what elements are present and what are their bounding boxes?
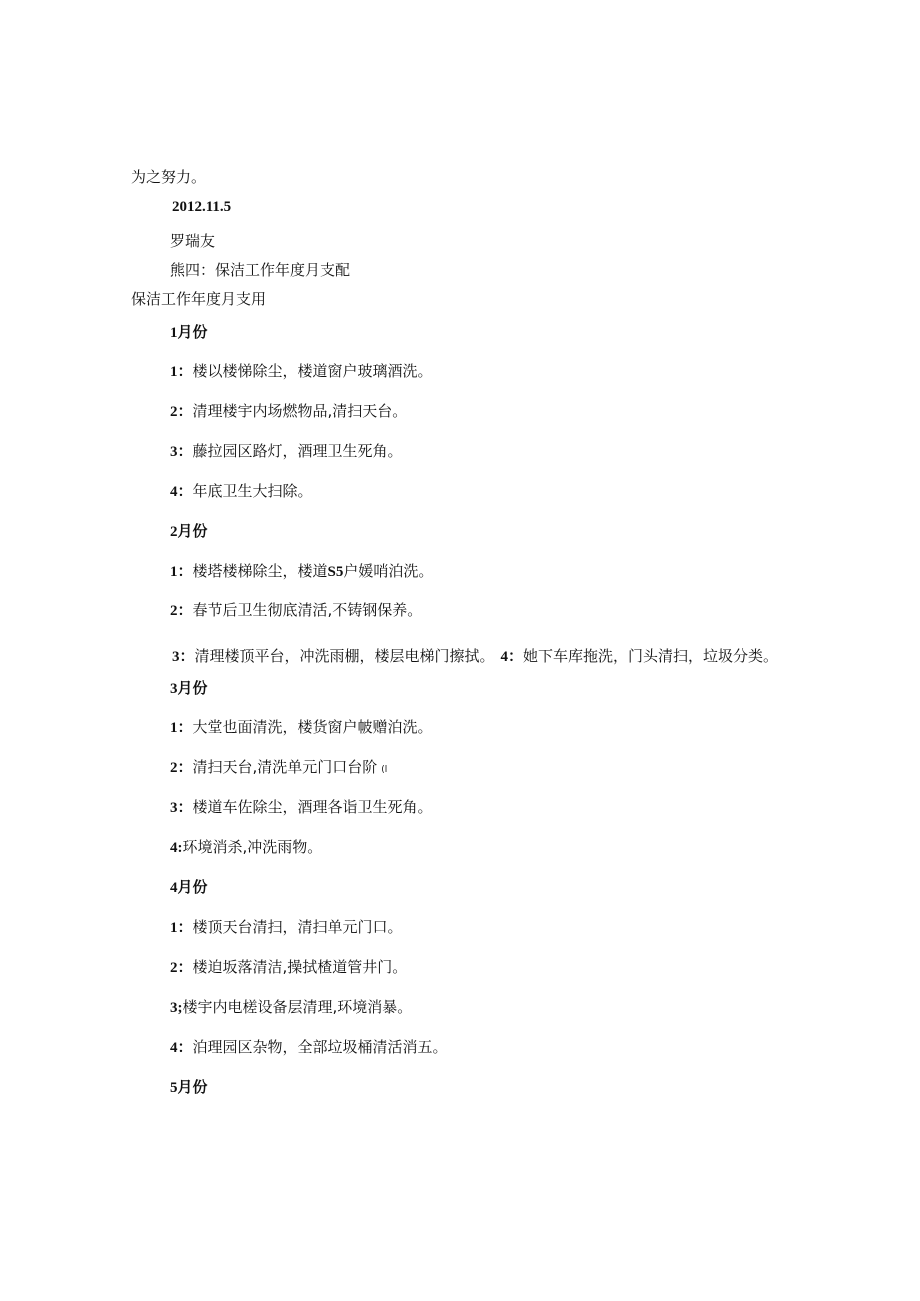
list-item: 4:环境消杀,冲洗雨物。	[170, 838, 323, 856]
list-item: 1：楼塔楼梯除尘，楼道S5户媛哨泊洗。	[170, 562, 434, 580]
month-heading-4	[170, 877, 208, 898]
author-name: 罗瑞友	[170, 232, 216, 250]
month-heading-1	[170, 322, 208, 343]
month-label: 5月份	[170, 1080, 208, 1096]
closing-line: 为之努力。	[131, 168, 207, 186]
month-label: 1月份	[170, 325, 208, 341]
list-item: 3：藤拉园区路灯，酒理卫生死角。	[170, 442, 403, 460]
month-heading-5	[170, 1077, 208, 1098]
list-item: 1：楼以楼悌除尘，楼道窗户玻璃酒洗。	[170, 362, 433, 380]
list-item: 2：春节后卫生彻底清活,不铸钢保养。	[170, 601, 423, 619]
list-item: 2：清理楼宇内场燃物品,清扫天台。	[170, 402, 408, 420]
list-item: 1：楼顶天台清扫，清扫单元门口。	[170, 918, 403, 936]
list-item: 2：清扫天台,清洗单元门口台阶 (l	[170, 758, 388, 776]
list-item: 4：泊理园区杂物，全部垃圾桶清活消五。	[170, 1038, 448, 1056]
month-label: 2月份	[170, 524, 208, 540]
document-title: 保洁工作年度月支用	[131, 290, 267, 308]
month-heading-2	[170, 521, 208, 542]
list-item: 1：大堂也面清洗，楼货窗户帔赠泊洗。	[170, 718, 433, 736]
document-date: 2012.11.5	[172, 199, 232, 215]
month-label: 3月份	[170, 681, 208, 697]
list-item: 2：楼迫坂落清洁,操拭楂道管井门。	[170, 958, 408, 976]
list-item: 3;楼宇内电槎设备层清理,环境消暴。	[170, 998, 413, 1016]
list-item: 4：年底卫生大扫除。	[170, 482, 313, 500]
month-heading-3	[170, 678, 208, 699]
section-heading: 熊四：保洁工作年度月支配	[170, 261, 351, 279]
list-item: 3：楼道车佐除尘，酒理各诣卫生死角。	[170, 798, 433, 816]
list-item: 3：清理楼顶平台，冲洗雨棚，楼层电梯门擦拭。 4：她下车库拖洗，门头清扫，垃圾分类。	[172, 647, 779, 665]
month-label: 4月份	[170, 880, 208, 896]
